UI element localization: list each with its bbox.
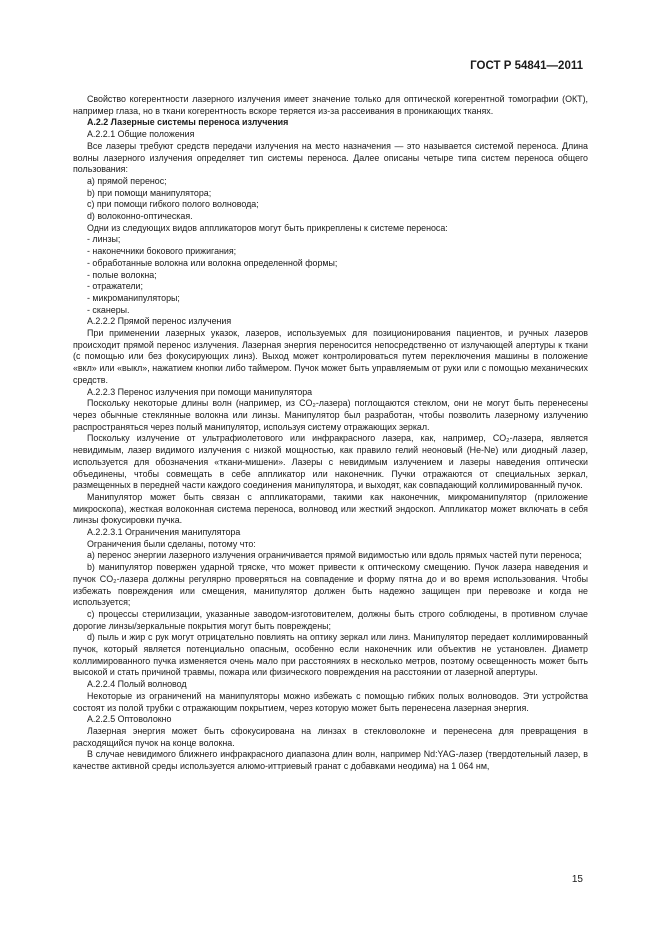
paragraph: Поскольку некоторые длины волн (например, из CO₂-лазера) поглощаются стеклом, они не могут быть перенесены через обычные стеклянные волокна или линзы. Манипулятор был разработан, чтобы позволить лазерному излучению распространяться через полый манипулятор, используя систему отражающих зеркал. [73, 398, 588, 432]
page-number: 15 [571, 874, 583, 885]
paragraph: - линзы; [87, 234, 121, 245]
paragraph: При применении лазерных указок, лазеров, используемых для позиционирования пациентов, и ручных лазеров происходит прямой перенос излучения. Лазерная энергия переносится непосредственно от излучающей апертуры к ткани (с помощью или без фокусирующих линз). Выход может контролироваться путем переключения машины в положение «вкл» или «выкл», нажатием кнопки либо таймером. Пучок может быть управляемым от руки или с помощью механических средств. [73, 328, 588, 385]
paragraph: b) манипулятор повержен ударной тряске, что может привести к оптическому смещению. Пучок лазера наведения и пучок CO₂-лазера должны регулярно проверяться на совпадение и форму пятна до и во время использования. Чтобы избежать повреждения или смещения, манипулятор должен быть надежно защищен при перевозке и когда не используется; [73, 562, 588, 608]
paragraph: - наконечники бокового прижигания; [87, 246, 237, 257]
section-heading: А.2.2 Лазерные системы переноса излучения [87, 117, 289, 128]
paragraph: А.2.2.5 Оптоволокно [87, 714, 172, 725]
paragraph: А.2.2.3 Перенос излучения при помощи манипулятора [87, 386, 313, 397]
paragraph: - полые волокна; [87, 269, 157, 280]
document-code: ГОСТ Р 54841—2011 [470, 60, 583, 72]
paragraph: a) прямой перенос; [87, 175, 167, 186]
paragraph: d) волоконно-оптическая. [87, 211, 193, 222]
paragraph: А.2.2.2 Прямой перенос излучения [87, 316, 232, 327]
paragraph: - обработанные волокна или волокна определенной формы; [87, 257, 338, 268]
paragraph: А.2.2.1 Общие положения [87, 129, 195, 140]
paragraph: Все лазеры требуют средств передачи излучения на место назначения — это называется системой переноса. Длина волны лазерного излучения определяет тип системы переноса. Далее описаны четыре типа систем переноса общего пользования: [73, 140, 588, 175]
paragraph: Некоторые из ограничений на манипуляторы можно избежать с помощью гибких полых волноводов. Эти устройства состоят из полой трубки с отражающим покрытием, через которую может быть перенесена лазерная энергия. [73, 690, 588, 713]
paragraph: Одни из следующих видов аппликаторов могут быть прикреплены к системе переноса: [87, 222, 448, 233]
paragraph: В случае невидимого ближнего инфракрасного диапазона длин волн, например Nd:YAG-лазер (твердотельный лазер, в качестве активной среды используется алюмо-иттриевый гранат с добавками неодима) на 1 064 нм, [73, 749, 588, 772]
paragraph: - сканеры. [87, 304, 130, 315]
paragraph: А.2.2.3.1 Ограничения манипулятора [87, 527, 241, 538]
paragraph: - отражатели; [87, 281, 143, 292]
paragraph: Лазерная энергия может быть сфокусирована на линзах в стекловолокне и перенесена для превращения в расходящийся пучок на конце волокна. [73, 725, 588, 748]
paragraph: d) пыль и жир с рук могут отрицательно повлиять на оптику зеркал или линз. Манипулятор передает коллимированный пучок, который является потенциально опасным, особенно если наконечник или объектив не установлен. Диаметр коллимированного пучка изменяется очень мало при расстояниях в несколько метров, поэтому освещенность может быть высокой и стать причиной травмы, пожара или физического повреждения на расстоянии от лазерной апертуры. [73, 632, 588, 678]
paragraph: А.2.2.4 Полый волновод [87, 679, 187, 690]
paragraph: Манипулятор может быть связан с аппликаторами, такими как наконечник, микроманипулятор (приложение микроскопа), жесткая волоконная система переноса, волновод или жесткий эндоскоп. Аппликатор может включать в себя линзы фокусировки пучка. [73, 491, 588, 526]
paragraph: b) при помощи манипулятора; [87, 187, 212, 198]
paragraph: a) перенос энергии лазерного излучения ограничивается прямой видимостью или вдоль прямых частей пути переноса; [87, 550, 582, 561]
paragraph: c) при помощи гибкого полого волновода; [87, 199, 259, 210]
paragraph: c) процессы стерилизации, указанные заводом-изготовителем, должны быть строго соблюдены, в противном случае дорогие линзы/зеркальные покрытия могут быть повреждены; [73, 608, 588, 631]
paragraph: Поскольку излучение от ультрафиолетового или инфракрасного лазера, как, например, CO₂-лазера, является невидимым, лазер видимого излучения с низкой мощностью, как правило гелий неоновый (He-Ne) или диодный лазер, используется для обозначения «ткани-мишени». Лазеры с невидимым излучением и лазеры наведения оптически объединены, чтобы совмещать в себе аппликатор или наконечник. Пучки отражаются от специальных зеркал, размещенных в передней части каждого соединения манипулятора, и выходят, как совпадающий коллимированный пучок. [73, 433, 588, 491]
paragraph: - микроманипуляторы; [87, 292, 180, 303]
paragraph: Свойство когерентности лазерного излучения имеет значение только для оптической когерентной томографии (ОКТ), например глаза, но в ткани когерентность вскоре теряется из-за рассеивания в проникающих тканях. [73, 94, 588, 116]
paragraph: Ограничения были сделаны, потому что: [87, 538, 256, 549]
document-body [73, 94, 588, 773]
